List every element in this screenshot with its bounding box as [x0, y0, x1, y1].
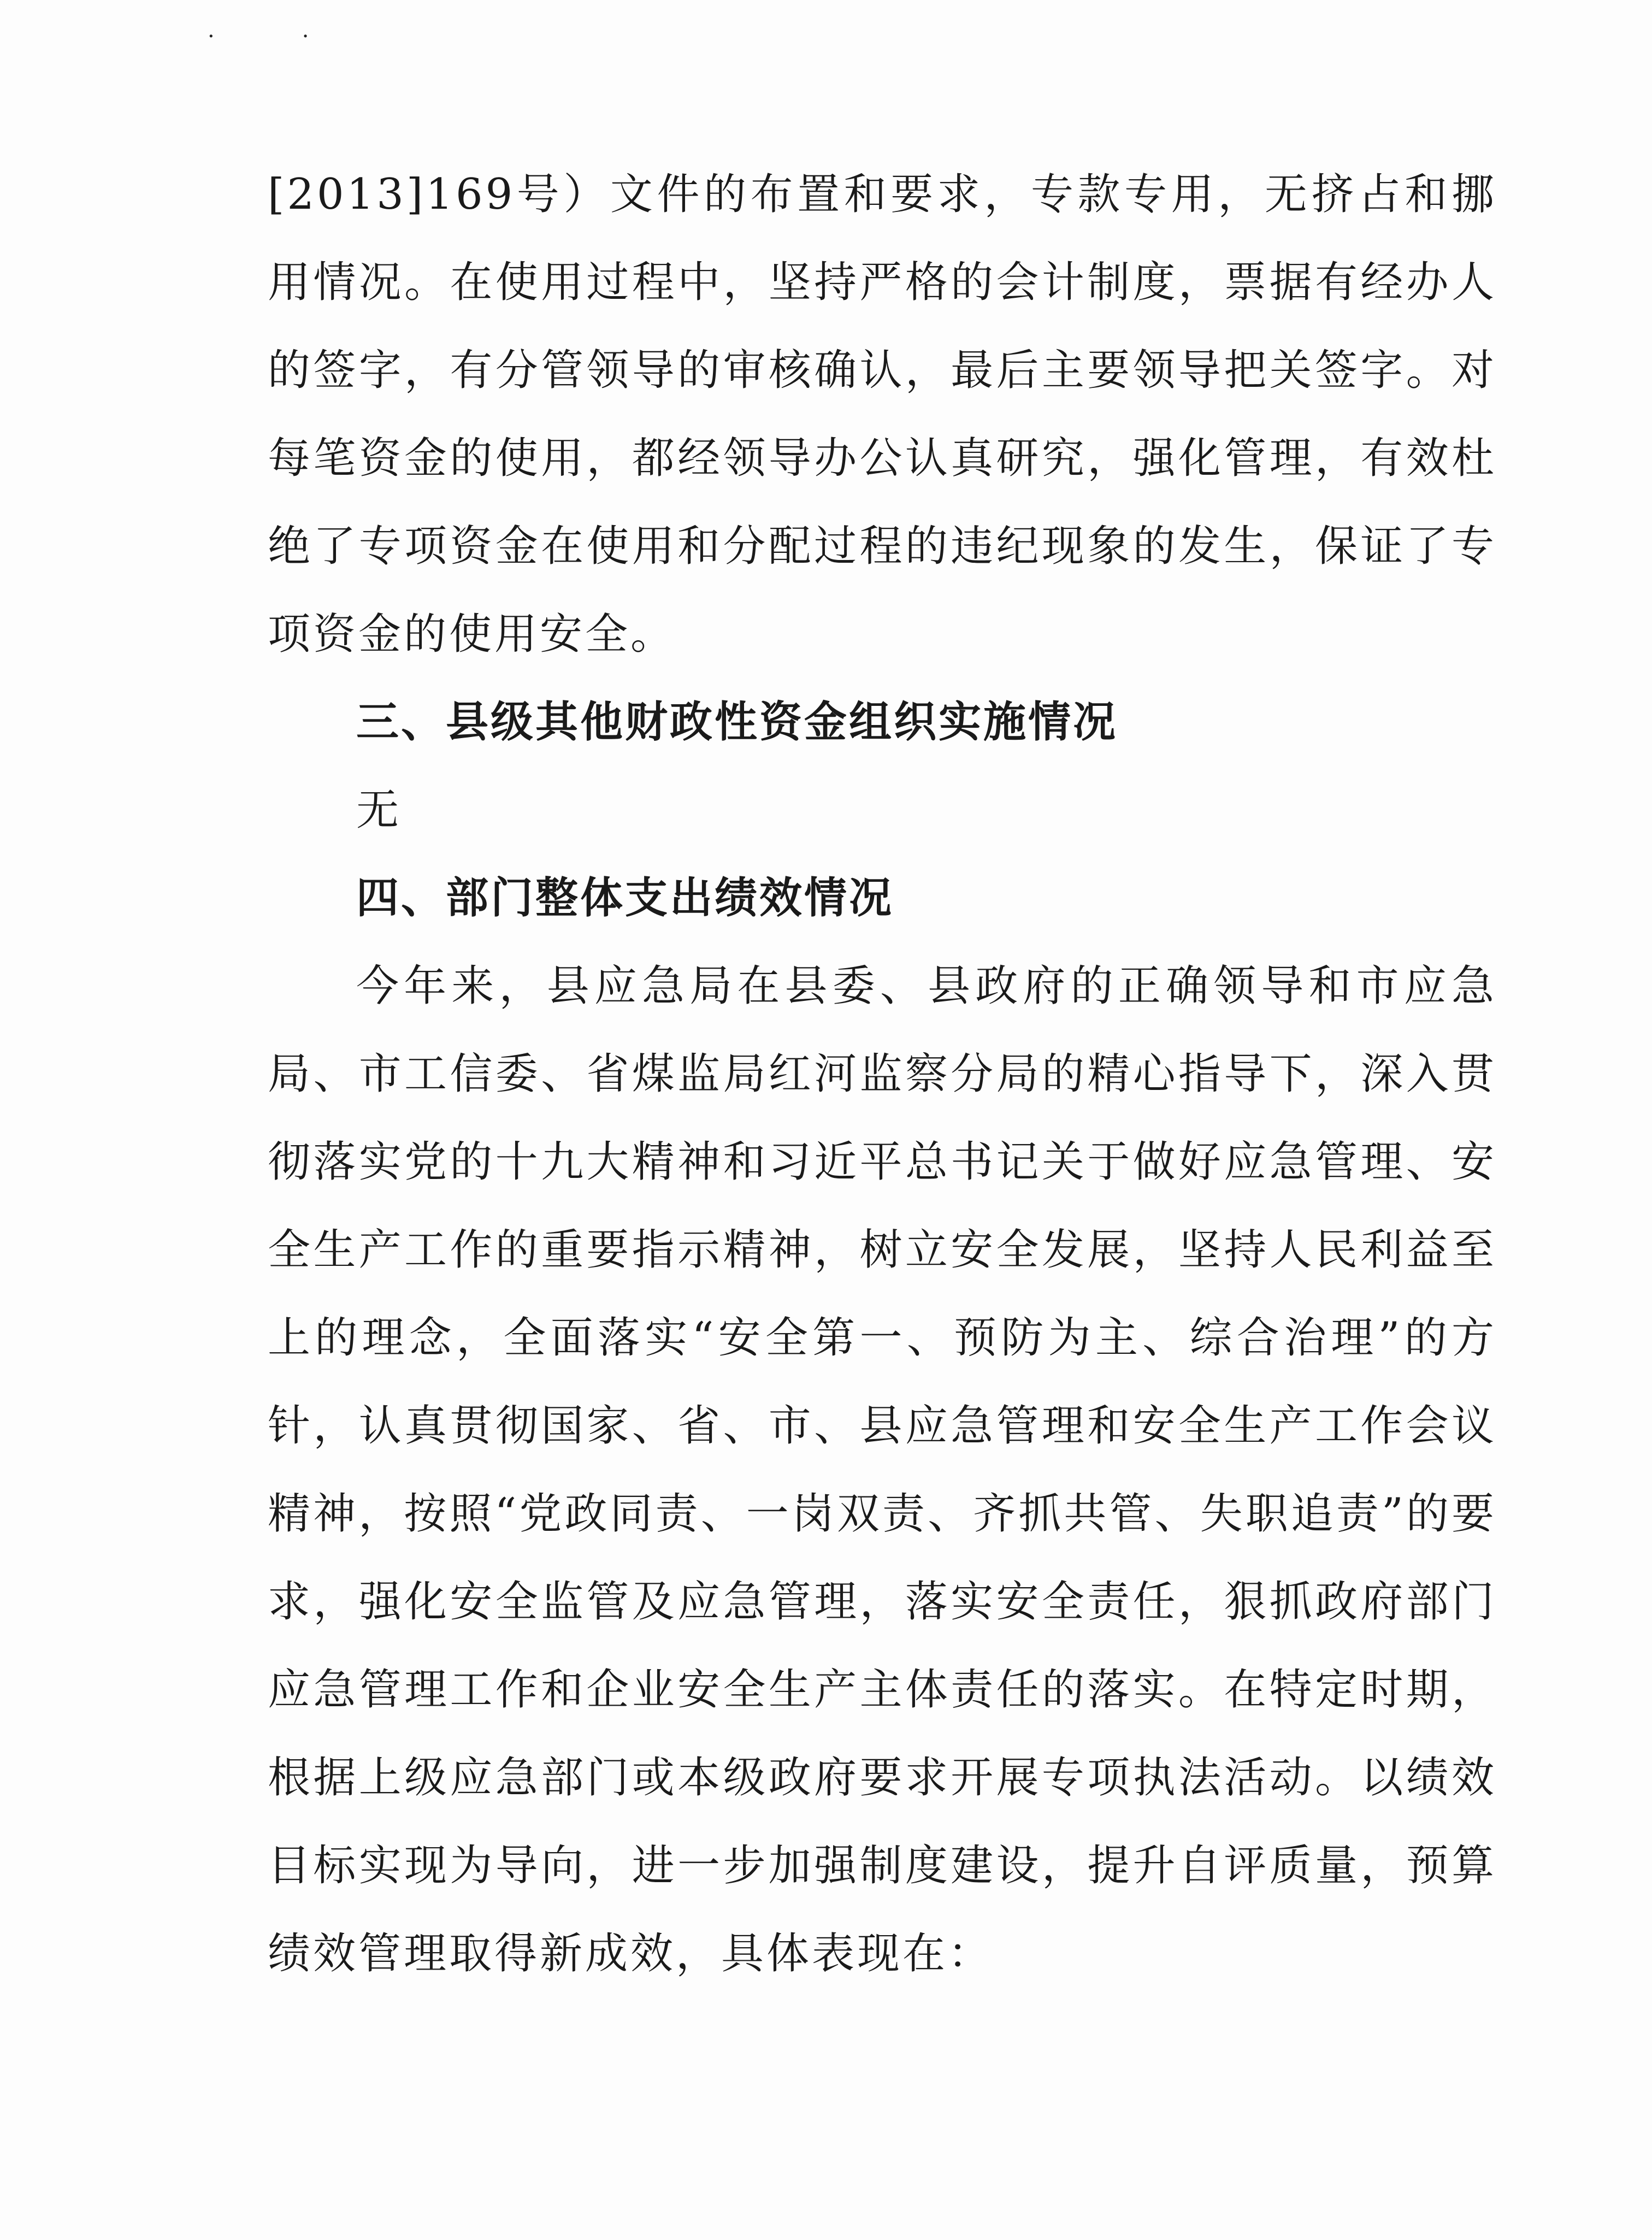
paragraph-none: 无	[356, 786, 402, 835]
document-body	[268, 151, 1497, 1998]
scan-specks: ··	[208, 24, 397, 49]
paragraph-performance: 今年来，县应急局在县委、县政府的正确领导和市应急局、市工信委、省煤监局红河监察分局的精心指导下，深入贯彻落实党的十九大精神和习近平总书记关于做好应急管理、安全生产工作的重要指示精神，树立安全发展，坚持人民利益至上的理念，全面落实“安全第一、预防为主、综合治理”的方针，认真贯彻国家、省、市、县应急管理和安全生产工作会议精神，按照“党政同责、一岗双责、齐抓共管、失职追责”的要求，强化安全监管及应急管理，落实安全责任，狠抓政府部门应急管理工作和企业安全生产主体责任的落实。在特定时期，根据上级应急部门或本级政府要求开展专项执法活动。以绩效目标实现为导向，进一步加强制度建设，提升自评质量，预算绩效管理取得新成效，具体表现在：	[268, 962, 1497, 1978]
paragraph-fund-usage: [2013]169号）文件的布置和要求，专款专用，无挤占和挪用情况。在使用过程中，坚持严格的会计制度，票据有经办人的签字，有分管领导的审核确认，最后主要领导把关签字。对每笔资金的使用，都经领导办公认真研究，强化管理，有效杜绝了专项资金在使用和分配过程的违纪现象的发生，保证了专项资金的使用安全。	[268, 170, 1497, 659]
section-heading-4: 四、部门整体支出绩效情况	[356, 874, 894, 923]
section-heading-3: 三、县级其他财政性资金组织实施情况	[356, 698, 1118, 747]
